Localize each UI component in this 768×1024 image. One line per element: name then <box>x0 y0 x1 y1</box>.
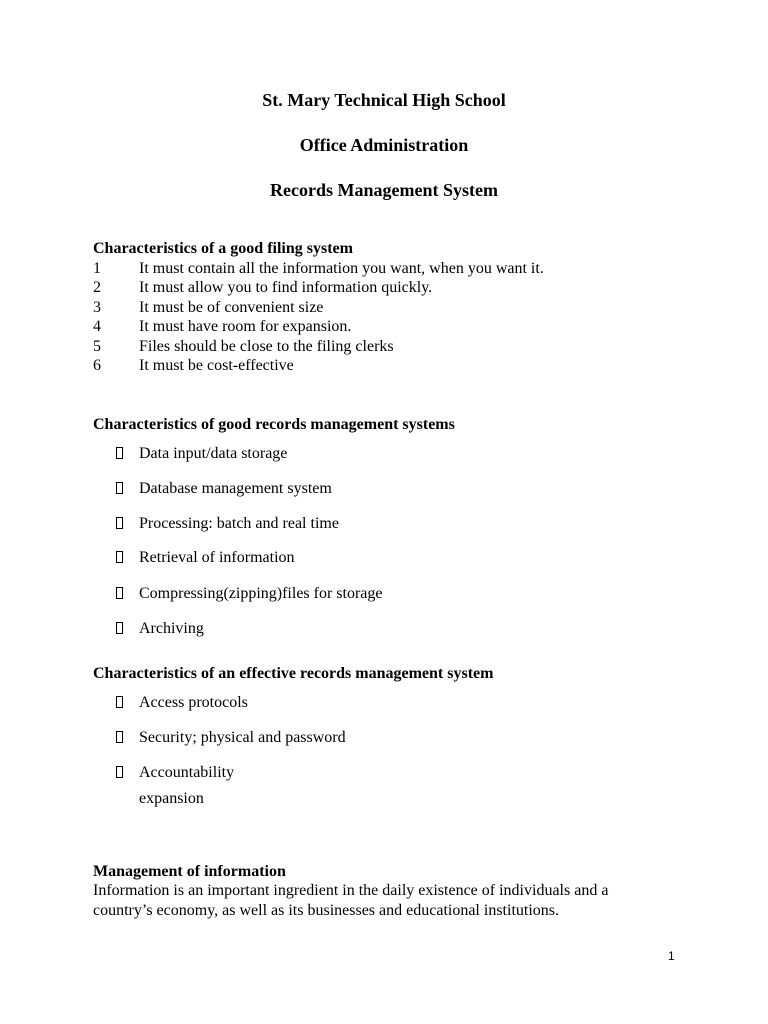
item-number: 5 <box>93 338 101 355</box>
item-text: Access protocols <box>139 694 248 711</box>
list-item <box>93 356 713 376</box>
item-number: 2 <box>93 279 101 296</box>
subject-title: Office Administration <box>299 135 469 155</box>
item-text: Compressing(zipping)files for storage <box>139 585 383 602</box>
bullet-icon <box>116 766 123 778</box>
effective-rms-heading: Characteristics of an effective records management system <box>93 665 494 682</box>
item-continuation: expansion <box>139 790 204 807</box>
item-number: 3 <box>93 299 101 316</box>
item-text: It must be of convenient size <box>139 299 324 316</box>
bullet-icon <box>116 482 123 494</box>
item-text: Data input/data storage <box>139 445 288 462</box>
bullet-icon <box>116 517 123 529</box>
paragraph-line: Information is an important ingredient in the daily existence of individuals and a <box>93 882 609 899</box>
bullet-icon <box>116 731 123 743</box>
list-item <box>93 298 713 318</box>
list-item <box>93 337 713 357</box>
school-title: St. Mary Technical High School <box>262 90 506 110</box>
list-item <box>93 278 713 298</box>
item-text: Security; physical and password <box>139 729 346 746</box>
item-text: It must have room for expansion. <box>139 318 352 335</box>
item-text: It must allow you to find information quickly. <box>139 279 433 296</box>
bullet-icon <box>116 622 123 634</box>
item-text: Files should be close to the filing clerks <box>139 338 394 355</box>
item-text: Retrieval of information <box>139 549 295 566</box>
bullet-icon <box>116 587 123 599</box>
list-item <box>93 317 713 337</box>
item-text: Accountability <box>139 764 235 781</box>
topic-title: Records Management System <box>270 180 498 200</box>
filing-heading: Characteristics of a good filing system <box>93 240 353 257</box>
item-text: Database management system <box>139 480 332 497</box>
item-text: Processing: batch and real time <box>139 515 339 532</box>
list-item <box>93 259 713 279</box>
bullet-icon <box>116 551 123 563</box>
good-rms-heading: Characteristics of good records management systems <box>93 416 455 433</box>
item-text: It must contain all the information you want, when you want it. <box>139 260 544 277</box>
bullet-icon <box>116 447 123 459</box>
bullet-icon <box>116 696 123 708</box>
item-number: 1 <box>93 260 101 277</box>
page-number: 1 <box>668 949 675 963</box>
item-text: Archiving <box>139 620 204 637</box>
item-text: It must be cost-effective <box>139 357 294 374</box>
paragraph-line: country’s economy, as well as its businesses and educational institutions. <box>93 902 559 919</box>
item-number: 6 <box>93 357 101 374</box>
item-number: 4 <box>93 318 101 335</box>
management-heading: Management of information <box>93 863 286 880</box>
